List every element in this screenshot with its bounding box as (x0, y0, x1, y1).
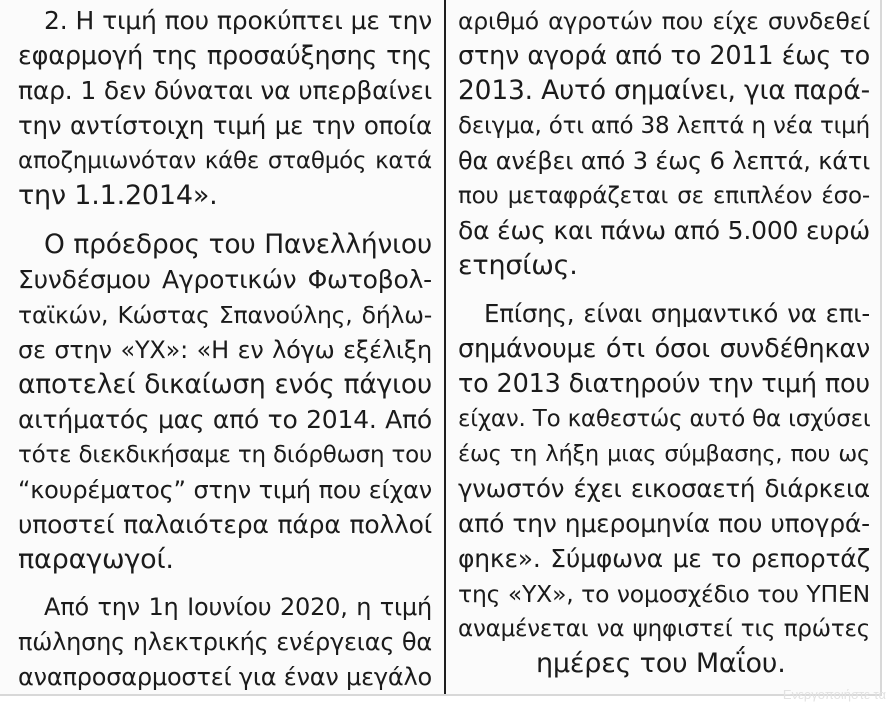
text-line: γνωστόν έχει εικοσαετή διάρκεια (458, 474, 870, 503)
text-line: παραγωγοί. (18, 544, 174, 575)
text-line: αριθμό αγροτών που είχε συνδεθεί (458, 7, 870, 35)
text-line: ημέρες του Μαΐου. (536, 648, 786, 679)
os-activation-watermark: Ενεργοποιήστε τα (782, 687, 886, 702)
text-line: από την ημερομηνία που υπογρά- (458, 509, 870, 538)
text-line: της «ΥΧ», το νομοσχέδιο του ΥΠΕΝ (458, 580, 870, 608)
text-line: φηκε». Σύμφωνα με το ρεπορτάζ (458, 544, 870, 573)
text-line: ετησίως. (458, 250, 578, 281)
text-line: το 2013 διατηρούν την τιμή που (458, 369, 870, 399)
text-line: εφαρμογή της προσαύξησης της (18, 41, 432, 71)
text-line: θα ανέβει από 3 έως 6 λεπτά, κάτι (458, 147, 870, 175)
text-line: δα έως και πάνω από 5.000 ευρώ (458, 216, 870, 245)
text-line: 2013. Αυτό σημαίνει, για παρά- (458, 75, 870, 106)
text-line: “κουρέματος” στην τιμή που είχαν (18, 476, 432, 504)
text-line: 2. Η τιμή που προκύπτει με την (44, 6, 432, 35)
text-line: Επίσης, είναι σημαντικό να επι- (484, 299, 870, 328)
text-line: έως τη λήξη μιας σύμβασης, που ως (458, 441, 870, 467)
column-divider (444, 0, 446, 696)
text-line: υποστεί παλαιότερα πάρα πολλοί (18, 510, 432, 539)
text-line: αναμένεται να ψηφιστεί τις πρώτες (458, 616, 870, 642)
text-line: δειγμα, ότι από 38 λεπτά η νέα τιμή (458, 113, 870, 139)
text-line: πώλησης ηλεκτρικής ενέργειας θα (18, 628, 432, 656)
text-line: σε στην «ΥΧ»: «Η εν λόγω εξέλιξη (18, 336, 432, 364)
text-line: τότε διεκδικήσαμε τη διόρθωση του (18, 442, 433, 468)
text-line: που μεταφράζεται σε επιπλέον έσο- (458, 183, 870, 209)
text-line: στην αγορά από το 2011 έως το (458, 41, 870, 71)
text-line: Ο πρόεδρος του Πανελλήνιου (44, 229, 432, 260)
text-line: παρ. 1 δεν δύναται να υπερβαίνει (18, 76, 432, 105)
text-line: αποζημιωνόταν κάθε σταθμός κατά (18, 148, 432, 174)
text-line: την αντίστοιχη τιμή με την οποία (18, 111, 432, 140)
text-line: σημάνουμε ότι όσοι συνδέθηκαν (458, 334, 870, 364)
text-line: Συνδέσμου Αγροτικών Φωτοβολ- (18, 265, 432, 294)
text-line: αιτήματός μας από το 2014. Από (18, 405, 432, 434)
text-line: Από την 1η Ιουνίου 2020, η τιμή (44, 593, 432, 621)
text-line: είχαν. Το καθεστώς αυτό θα ισχύσει (458, 406, 871, 432)
text-line: ταϊκών, Κώστας Σπανούλης, δήλω- (18, 301, 432, 329)
text-line: αποτελεί δικαίωση ενός πάγιου (18, 369, 432, 400)
text-line: αναπροσαρμοστεί για έναν μεγάλο (18, 663, 432, 691)
text-line: την 1.1.2014». (18, 180, 218, 211)
